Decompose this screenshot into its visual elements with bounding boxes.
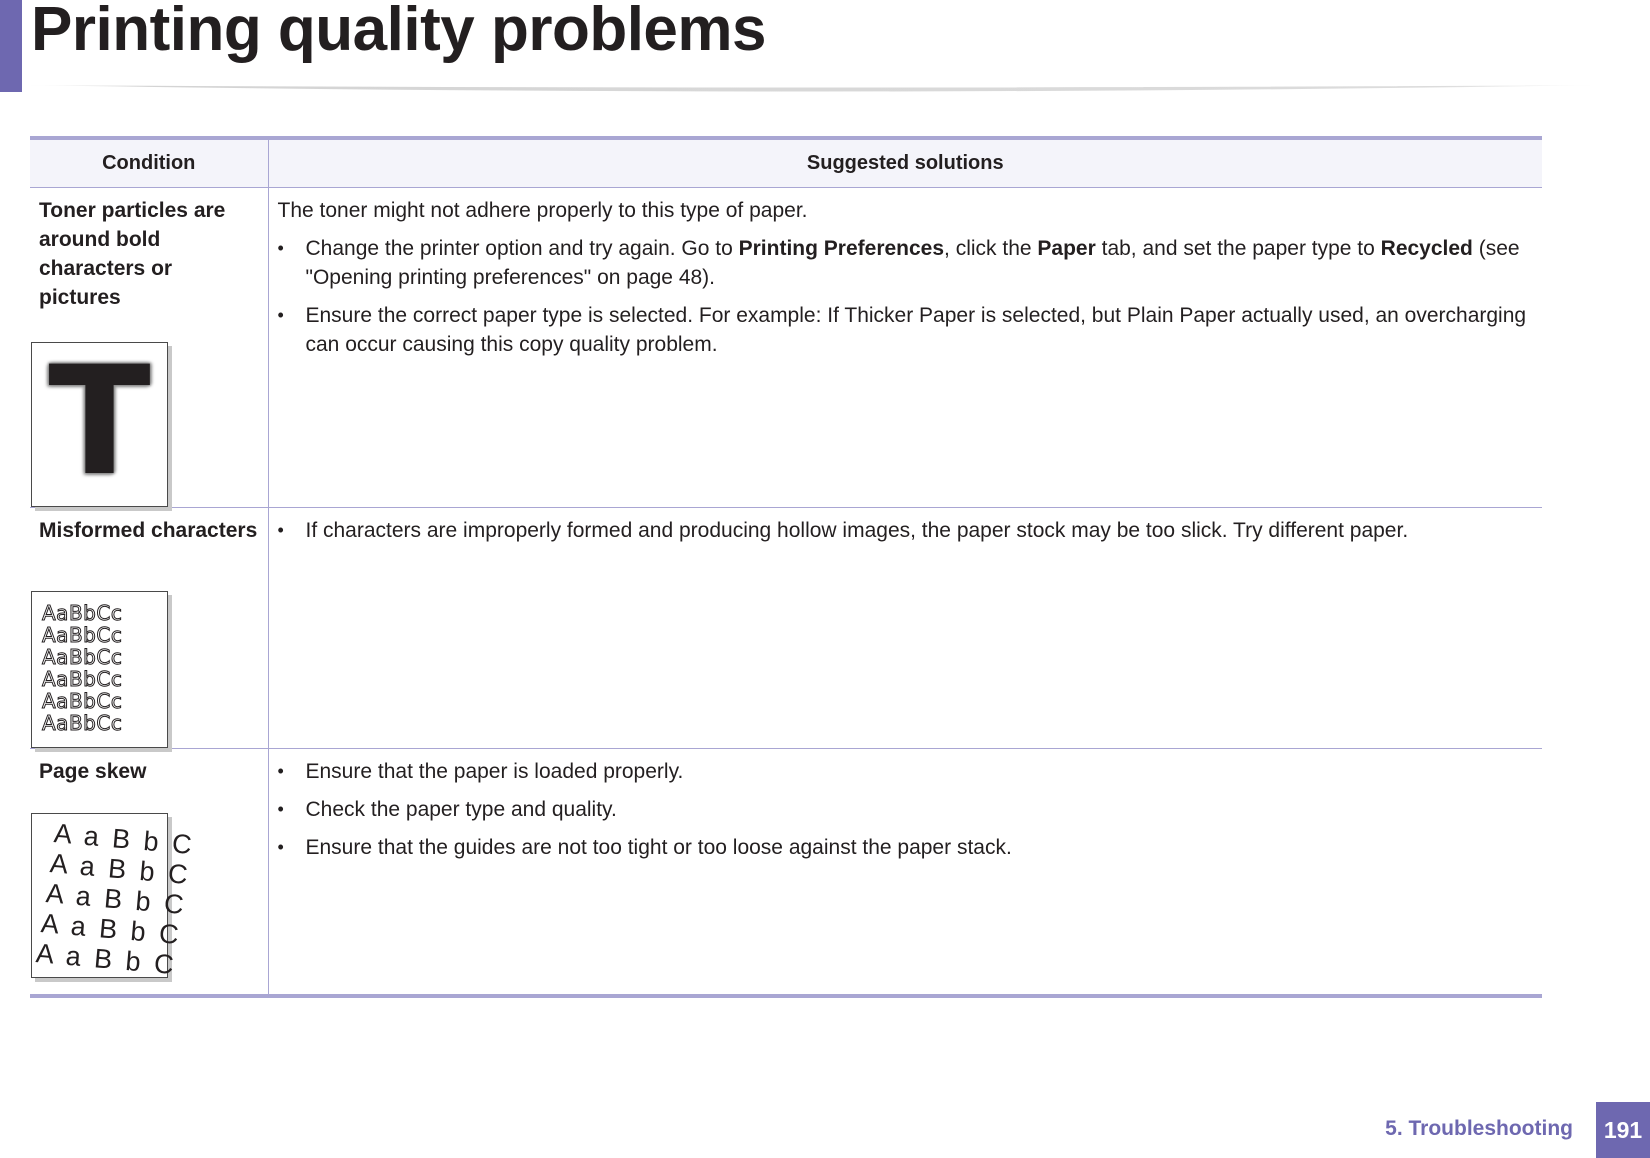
chapter-tab-marker (0, 0, 22, 92)
page-number-badge: 191 (1596, 1102, 1650, 1158)
solution-cell (268, 188, 1542, 508)
table-row (30, 749, 1542, 996)
condition-label: Page skew (39, 760, 147, 783)
page-title: Printing quality problems (31, 0, 767, 64)
sample-text-line: A a B b C (48, 848, 192, 891)
condition-cell (30, 508, 268, 749)
footer-chapter-label: 5. Troubleshooting (1385, 1117, 1573, 1140)
sample-text-line: A a B b C (39, 908, 183, 951)
list-item: • Check the paper type and quality. (278, 795, 1531, 824)
sample-text-line: AaBbCc (42, 623, 123, 647)
sample-text-line: AaBbCc (42, 601, 123, 625)
sample-text-line: A a B b C (44, 878, 188, 921)
list-item: • If characters are improperly formed and producing hollow images, the paper stock may be too slick. Try different paper. (278, 516, 1531, 545)
solution-cell (268, 508, 1542, 749)
sample-text-line: AaBbCc (42, 689, 123, 713)
skew-sample-image (31, 813, 196, 981)
condition-label: Toner particles are around bold characters or pictures (39, 199, 226, 309)
solution-cell (268, 749, 1542, 996)
sample-letter-t: T (48, 335, 151, 509)
sample-text-line: A a B b C (52, 818, 196, 861)
solution-list (278, 757, 1531, 862)
title-underline (22, 84, 1602, 98)
ui-term-recycled: Recycled (1380, 237, 1473, 260)
text-run: tab, and set the paper type to (1095, 237, 1381, 260)
condition-cell (30, 749, 268, 996)
list-item (278, 234, 1531, 292)
header-solutions: Suggested solutions (268, 138, 1542, 188)
sample-text-line: A a B b C (34, 938, 178, 981)
table-row (30, 508, 1542, 749)
sample-text-line: AaBbCc (42, 711, 123, 735)
header-condition: Condition (30, 138, 268, 188)
solution-list (278, 234, 1531, 359)
ui-term-paper: Paper (1037, 237, 1096, 260)
sample-text-line: AaBbCc (42, 667, 123, 691)
condition-cell (30, 188, 268, 508)
table-header-row (30, 138, 1542, 188)
table-row (30, 188, 1542, 508)
list-item: • Ensure that the guides are not too tight or too loose against the paper stack. (278, 833, 1531, 862)
ui-term-printing-preferences: Printing Preferences (738, 237, 945, 260)
text-run: , click the (944, 237, 1038, 260)
solution-intro: The toner might not adhere properly to this type of paper. (277, 199, 808, 222)
list-item: • Ensure that the paper is loaded properly. (278, 757, 1531, 786)
toner-sample-image (31, 335, 168, 509)
solution-list (278, 516, 1531, 545)
misformed-sample-image (31, 591, 168, 748)
condition-label: Misformed characters (39, 519, 258, 542)
text-run: Change the printer option and try again. Go to (305, 237, 739, 260)
sample-text-line: AaBbCc (42, 645, 123, 669)
text-run: (see "Opening printing preferences" on page 48). (305, 237, 1520, 289)
list-item: • Ensure the correct paper type is selected. For example: If Thicker Paper is selected, but Plain Paper actually used, an overcharging can occur causing this copy quality problem. (278, 301, 1531, 359)
print-quality-table (30, 136, 1542, 998)
